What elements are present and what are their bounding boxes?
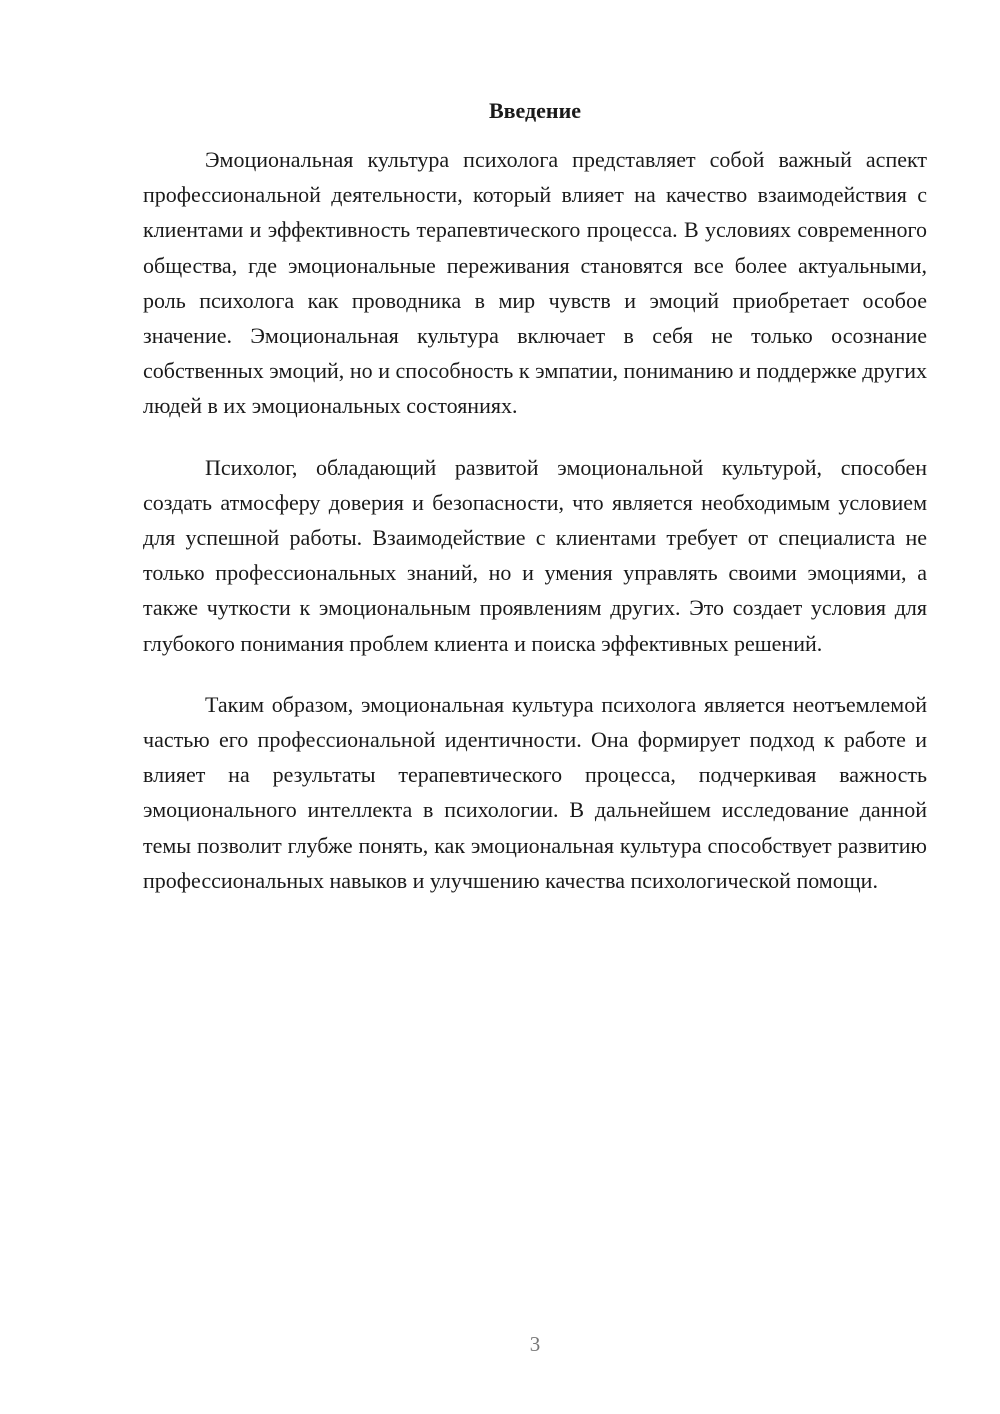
paragraph-3: Таким образом, эмоциональная культура психолога является неотъемлемой частью его профессиональной идентичности. Она формирует подход к работе и влияет на результаты терапевтического процесса, подчеркивая важность эмоционального интеллекта в психологии. В дальнейшем исследование данной темы позволит глубже понять, как эмоциональная культура способствует развитию профессиональных навыков и улучшению качества психологической помощи. [143, 691, 927, 893]
page-title: Введение [488, 98, 582, 123]
paragraph-1: Эмоциональная культура психолога представляет собой важный аспект профессиональной деятельности, который влияет на качество взаимодействия с клиентами и эффективность терапевтического процесса. В условиях современного общества, где эмоциональные переживания становятся все более актуальными, роль психолога как проводника в мир чувств и эмоций приобретает особое значение. Эмоциональная культура включает в себя не только осознание собственных эмоций, но и способность к эмпатии, пониманию и поддержке других людей в их эмоциональных состояниях. [143, 147, 927, 419]
document-body [143, 142, 927, 924]
page-number: 3 [529, 1332, 541, 1356]
paragraph-2: Психолог, обладающий развитой эмоциональной культурой, способен создать атмосферу доверия и безопасности, что является необходимым условием для успешной работы. Взаимодействие с клиентами требует от специалиста не только профессиональных знаний, но и умения управлять своими эмоциями, а также чуткости к эмоциональным проявлениям других. Это создает условия для глубокого понимания проблем клиента и поиска эффективных решений. [143, 454, 927, 656]
